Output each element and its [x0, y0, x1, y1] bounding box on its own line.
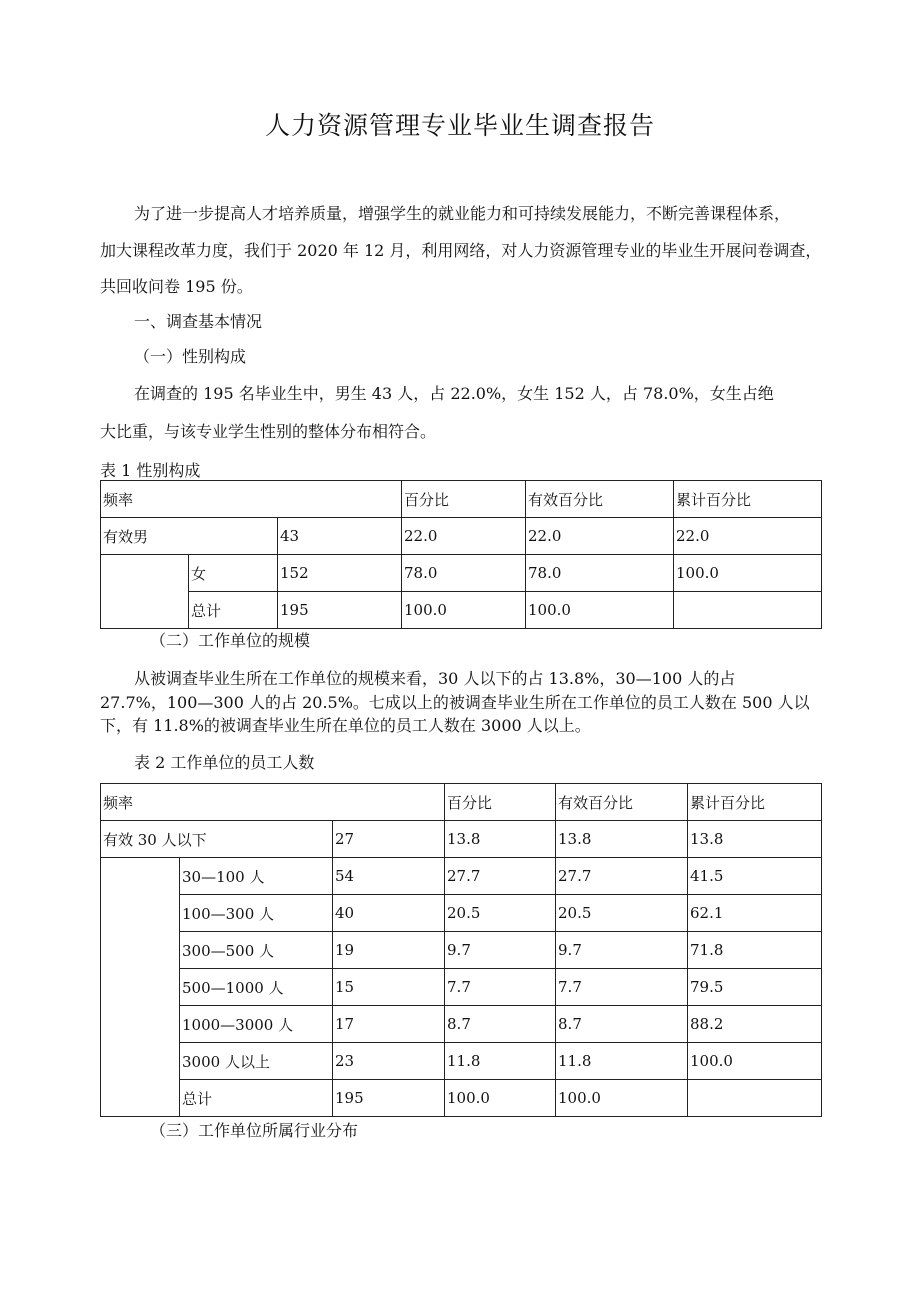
table-row — [101, 969, 822, 1006]
cell-count: 19 — [333, 932, 445, 969]
cell-pct: 8.7 — [445, 1006, 556, 1043]
row-label: 有效 30 人以下 — [101, 821, 333, 858]
gender-table — [100, 480, 822, 629]
cell-count: 195 — [278, 592, 402, 629]
intro-line-2: 加大课程改革力度，我们于 2020 年 12 月，利用网络，对人力资源管理专业的毕业生开展问卷调查， — [100, 241, 822, 260]
header-pct: 百分比 — [445, 784, 556, 821]
header-valid-pct: 有效百分比 — [526, 481, 674, 518]
cell-count: 195 — [333, 1080, 445, 1117]
cell-count: 40 — [333, 895, 445, 932]
size-paragraph-line-1: 从被调查毕业生所在工作单位的规模来看，30 人以下的占 13.8%，30—100 人的占 — [134, 669, 736, 688]
cell-cum-pct: 100.0 — [688, 1043, 822, 1080]
cell-cum-pct: 71.8 — [688, 932, 822, 969]
cell-pct: 27.7 — [445, 858, 556, 895]
table-row — [101, 518, 822, 555]
row-group-blank — [101, 858, 180, 1117]
table-row — [101, 895, 822, 932]
subsection-heading-3: （三）工作单位所属行业分布 — [150, 1121, 359, 1140]
cell-cum-pct: 13.8 — [688, 821, 822, 858]
table-row — [101, 1080, 822, 1117]
table1-caption: 表 1 性别构成 — [100, 461, 201, 480]
cell-pct: 100.0 — [402, 592, 526, 629]
header-pct: 百分比 — [402, 481, 526, 518]
cell-cum-pct: 22.0 — [674, 518, 822, 555]
table-row — [101, 932, 822, 969]
table-row — [101, 1043, 822, 1080]
row-label: 100—300 人 — [180, 895, 333, 932]
company-size-table — [100, 783, 822, 1117]
row-label: 1000—3000 人 — [180, 1006, 333, 1043]
header-freq: 频率 — [101, 784, 445, 821]
cell-count: 152 — [278, 555, 402, 592]
row-group-blank — [101, 555, 189, 629]
gender-paragraph-line-2: 大比重，与该专业学生性别的整体分布相符合。 — [100, 422, 437, 441]
row-label: 有效男 — [101, 518, 278, 555]
table2-caption: 表 2 工作单位的员工人数 — [134, 753, 315, 772]
cell-valid-pct: 78.0 — [526, 555, 674, 592]
row-label: 女 — [189, 555, 278, 592]
cell-cum-pct: 79.5 — [688, 969, 822, 1006]
cell-valid-pct: 22.0 — [526, 518, 674, 555]
row-label: 总计 — [180, 1080, 333, 1117]
row-label: 300—500 人 — [180, 932, 333, 969]
cell-cum-pct — [688, 1080, 822, 1117]
cell-cum-pct: 88.2 — [688, 1006, 822, 1043]
cell-valid-pct: 7.7 — [556, 969, 688, 1006]
table-row — [101, 821, 822, 858]
cell-valid-pct: 13.8 — [556, 821, 688, 858]
header-freq: 频率 — [101, 481, 402, 518]
table-header-row — [101, 784, 822, 821]
table-header-row — [101, 481, 822, 518]
cell-count: 17 — [333, 1006, 445, 1043]
cell-valid-pct: 27.7 — [556, 858, 688, 895]
size-paragraph-line-2: 27.7%，100—300 人的占 20.5%。七成以上的被调查毕业生所在工作单位的员工人数在 500 人以 — [100, 693, 810, 712]
cell-cum-pct: 41.5 — [688, 858, 822, 895]
row-label: 3000 人以上 — [180, 1043, 333, 1080]
cell-valid-pct: 11.8 — [556, 1043, 688, 1080]
header-cum-pct: 累计百分比 — [674, 481, 822, 518]
subsection-heading-2: （二）工作单位的规模 — [150, 631, 311, 650]
table-row — [101, 858, 822, 895]
cell-count: 54 — [333, 858, 445, 895]
cell-count: 15 — [333, 969, 445, 1006]
row-label: 500—1000 人 — [180, 969, 333, 1006]
cell-count: 23 — [333, 1043, 445, 1080]
cell-pct: 11.8 — [445, 1043, 556, 1080]
row-label: 总计 — [189, 592, 278, 629]
cell-pct: 22.0 — [402, 518, 526, 555]
section-heading-1: 一、调查基本情况 — [134, 312, 263, 331]
intro-line-3: 共回收问卷 195 份。 — [100, 277, 253, 296]
intro-line-1: 为了进一步提高人才培养质量，增强学生的就业能力和可持续发展能力，不断完善课程体系， — [134, 204, 791, 223]
cell-valid-pct: 20.5 — [556, 895, 688, 932]
cell-cum-pct: 100.0 — [674, 555, 822, 592]
gender-paragraph-line-1: 在调查的 195 名毕业生中，男生 43 人，占 22.0%，女生 152 人，占 78.0%，女生占绝 — [134, 384, 774, 403]
header-cum-pct: 累计百分比 — [688, 784, 822, 821]
row-label: 30—100 人 — [180, 858, 333, 895]
cell-cum-pct — [674, 592, 822, 629]
table-row — [101, 1006, 822, 1043]
cell-pct: 9.7 — [445, 932, 556, 969]
table-row — [101, 592, 822, 629]
cell-valid-pct: 8.7 — [556, 1006, 688, 1043]
cell-pct: 7.7 — [445, 969, 556, 1006]
cell-count: 43 — [278, 518, 402, 555]
header-valid-pct: 有效百分比 — [556, 784, 688, 821]
cell-cum-pct: 62.1 — [688, 895, 822, 932]
cell-pct: 20.5 — [445, 895, 556, 932]
cell-pct: 100.0 — [445, 1080, 556, 1117]
cell-valid-pct: 100.0 — [526, 592, 674, 629]
subsection-heading-1: （一）性别构成 — [134, 347, 247, 366]
cell-valid-pct: 9.7 — [556, 932, 688, 969]
page-title: 人力资源管理专业毕业生调查报告 — [264, 111, 655, 140]
cell-pct: 78.0 — [402, 555, 526, 592]
cell-pct: 13.8 — [445, 821, 556, 858]
table-row — [101, 555, 822, 592]
cell-count: 27 — [333, 821, 445, 858]
size-paragraph-line-3: 下，有 11.8%的被调查毕业生所在单位的员工人数在 3000 人以上。 — [100, 716, 591, 735]
cell-valid-pct: 100.0 — [556, 1080, 688, 1117]
